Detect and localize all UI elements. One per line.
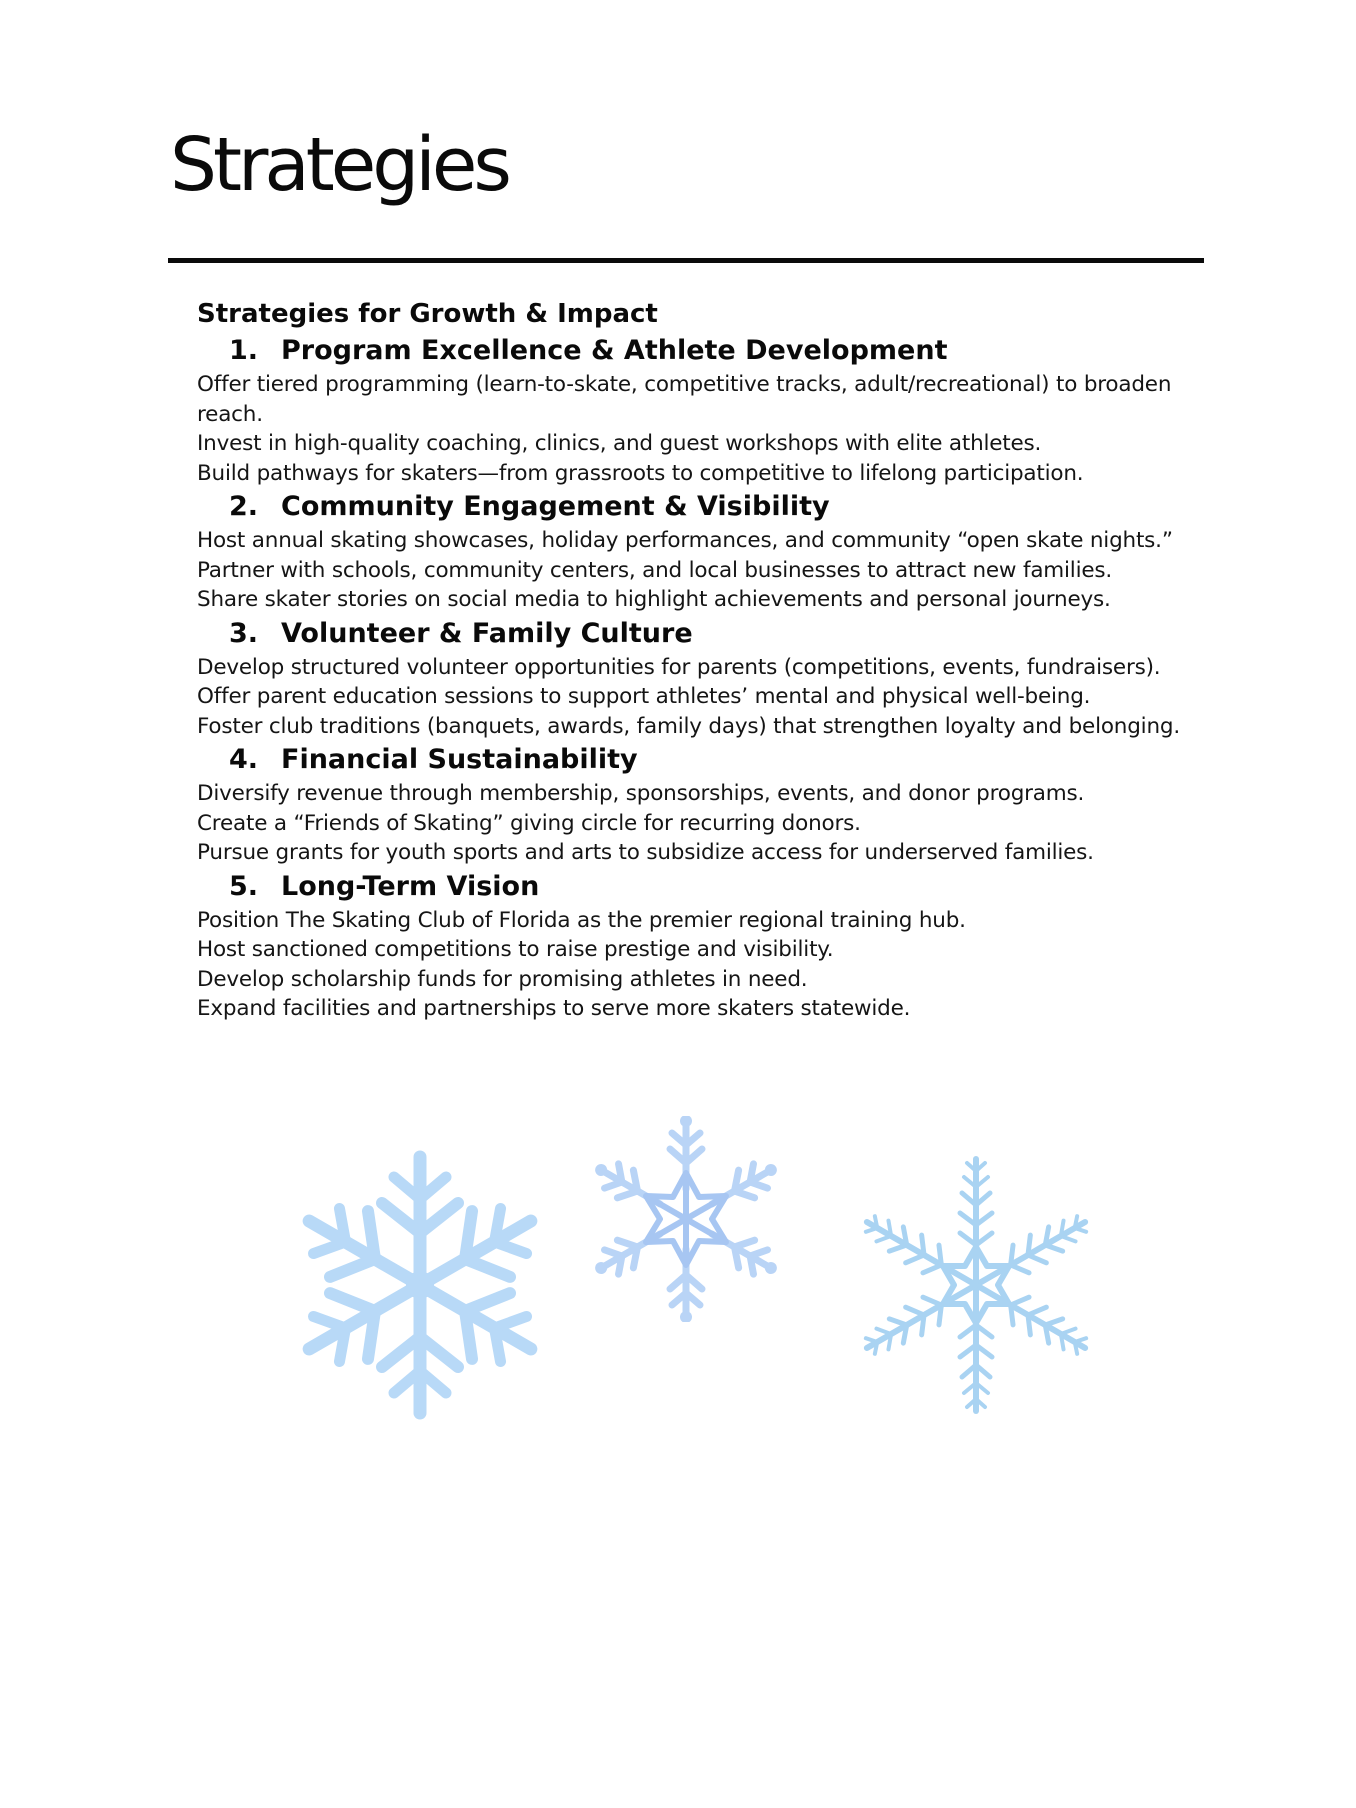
strategy-block: [197, 615, 1207, 742]
title-divider: [168, 258, 1204, 263]
strategy-item: Share skater stories on social media to highlight achievements and personal journeys.: [197, 587, 1111, 612]
strategy-item: Develop structured volunteer opportunities for parents (competitions, events, fundraisers).: [197, 654, 1161, 680]
snowflake-decoration: [0, 1110, 1356, 1430]
section-heading: Strategies for Growth & Impact: [197, 299, 658, 329]
strategy-title-text: Community Engagement & Visibility: [281, 491, 830, 522]
strategy-number: 3.: [229, 617, 259, 649]
strategy-item: Develop scholarship funds for promising athletes in need.: [197, 966, 808, 992]
strategy-title-text: Financial Sustainability: [281, 744, 638, 775]
strategy-title: [197, 615, 1207, 653]
strategy-item: Position The Skating Club of Florida as the premier regional training hub.: [197, 907, 966, 933]
strategy-block: [197, 332, 1207, 488]
strategy-title-text: Volunteer & Family Culture: [281, 617, 693, 649]
strategy-title: [197, 488, 1207, 526]
page-title: Strategies: [170, 122, 508, 208]
snowflake-icon: [300, 1150, 540, 1420]
strategy-item: Create a “Friends of Skating” giving circle for recurring donors.: [197, 810, 861, 836]
strategy-title-text: Program Excellence & Athlete Development: [281, 335, 948, 366]
strategy-number: 2.: [229, 491, 259, 522]
strategy-number: 4.: [229, 744, 259, 775]
strategy-item: Invest in high-quality coaching, clinics, and guest workshops with elite athletes.: [197, 431, 1042, 456]
strategy-item: Foster club traditions (banquets, awards, family days) that strengthen loyalty and belonging.: [197, 713, 1180, 739]
strategy-title-text: Long-Term Vision: [281, 870, 540, 902]
strategy-item: Partner with schools, community centers, and local businesses to attract new families.: [197, 557, 1113, 583]
strategy-block: [197, 488, 1207, 615]
strategy-item: Offer tiered programming (learn-to-skate, competitive tracks, adult/recreational) to broaden reach.: [197, 372, 1172, 427]
strategy-title: [197, 868, 1207, 906]
strategy-block: [197, 741, 1207, 868]
strategy-item: Diversify revenue through membership, sponsorships, events, and donor programs.: [197, 781, 1085, 806]
strategy-item: Expand facilities and partnerships to serve more skaters statewide.: [197, 996, 911, 1021]
strategy-block: [197, 868, 1207, 1024]
strategy-item: Host annual skating showcases, holiday performances, and community “open skate nights.”: [197, 528, 1173, 553]
strategy-item: Pursue grants for youth sports and arts to subsidize access for underserved families.: [197, 840, 1094, 865]
strategies-content: [197, 296, 1207, 1024]
strategy-number: 1.: [229, 335, 259, 366]
strategy-number: 5.: [229, 870, 259, 902]
strategy-title: [197, 741, 1207, 779]
strategy-item: Build pathways for skaters—from grassroots to competitive to lifelong participation.: [197, 460, 1084, 486]
strategy-item: Offer parent education sessions to support athletes’ mental and physical well-being.: [197, 684, 1091, 709]
snowflake-icon: [580, 1116, 792, 1322]
strategy-title: [197, 332, 1207, 370]
snowflake-icon: [860, 1154, 1092, 1416]
strategy-item: Host sanctioned competitions to raise prestige and visibility.: [197, 937, 834, 962]
